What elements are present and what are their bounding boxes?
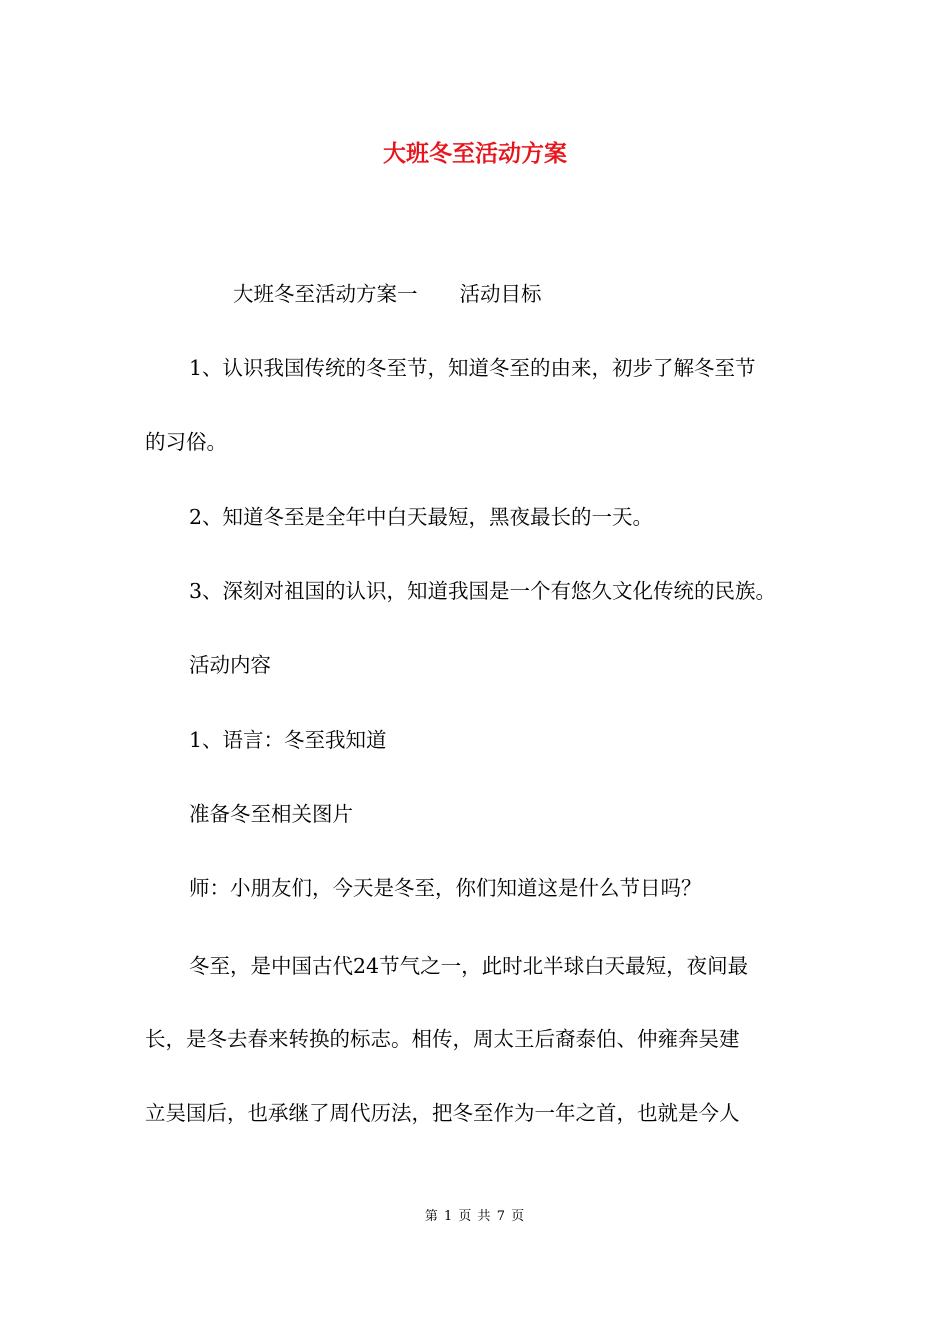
section-heading-row <box>233 279 542 309</box>
paragraph-line: 1、认识我国传统的冬至节，知道冬至的由来，初步了解冬至节 <box>189 356 756 380</box>
paragraph-line: 的习俗。 <box>145 430 227 454</box>
paragraph-line: 准备冬至相关图片 <box>189 802 353 826</box>
section-subheading: 活动目标 <box>459 282 542 306</box>
paragraph-line: 2、知道冬至是全年中白天最短，黑夜最长的一天。 <box>189 505 654 529</box>
paragraph-line: 师：小朋友们，今天是冬至，你们知道这是什么节日吗？ <box>189 876 702 900</box>
paragraph-line: 长，是冬去春来转换的标志。相传，周太王后裔泰伯、仲雍奔吴建 <box>145 1027 740 1051</box>
document-title: 大班冬至活动方案 <box>383 140 567 167</box>
paragraph-line: 冬至，是中国古代24节气之一，此时北半球白天最短，夜间最 <box>189 954 749 978</box>
paragraph-line: 1、语言：冬至我知道 <box>189 728 387 752</box>
page-number-footer: 第 1 页 共 7 页 <box>424 1209 526 1224</box>
section-heading: 大班冬至活动方案一 <box>233 282 418 306</box>
paragraph-line: 3、深刻对祖国的认识，知道我国是一个有悠久文化传统的民族。 <box>189 579 777 603</box>
paragraph-line: 立吴国后，也承继了周代历法，把冬至作为一年之首，也就是今人 <box>145 1101 740 1125</box>
paragraph-line: 活动内容 <box>189 653 271 677</box>
